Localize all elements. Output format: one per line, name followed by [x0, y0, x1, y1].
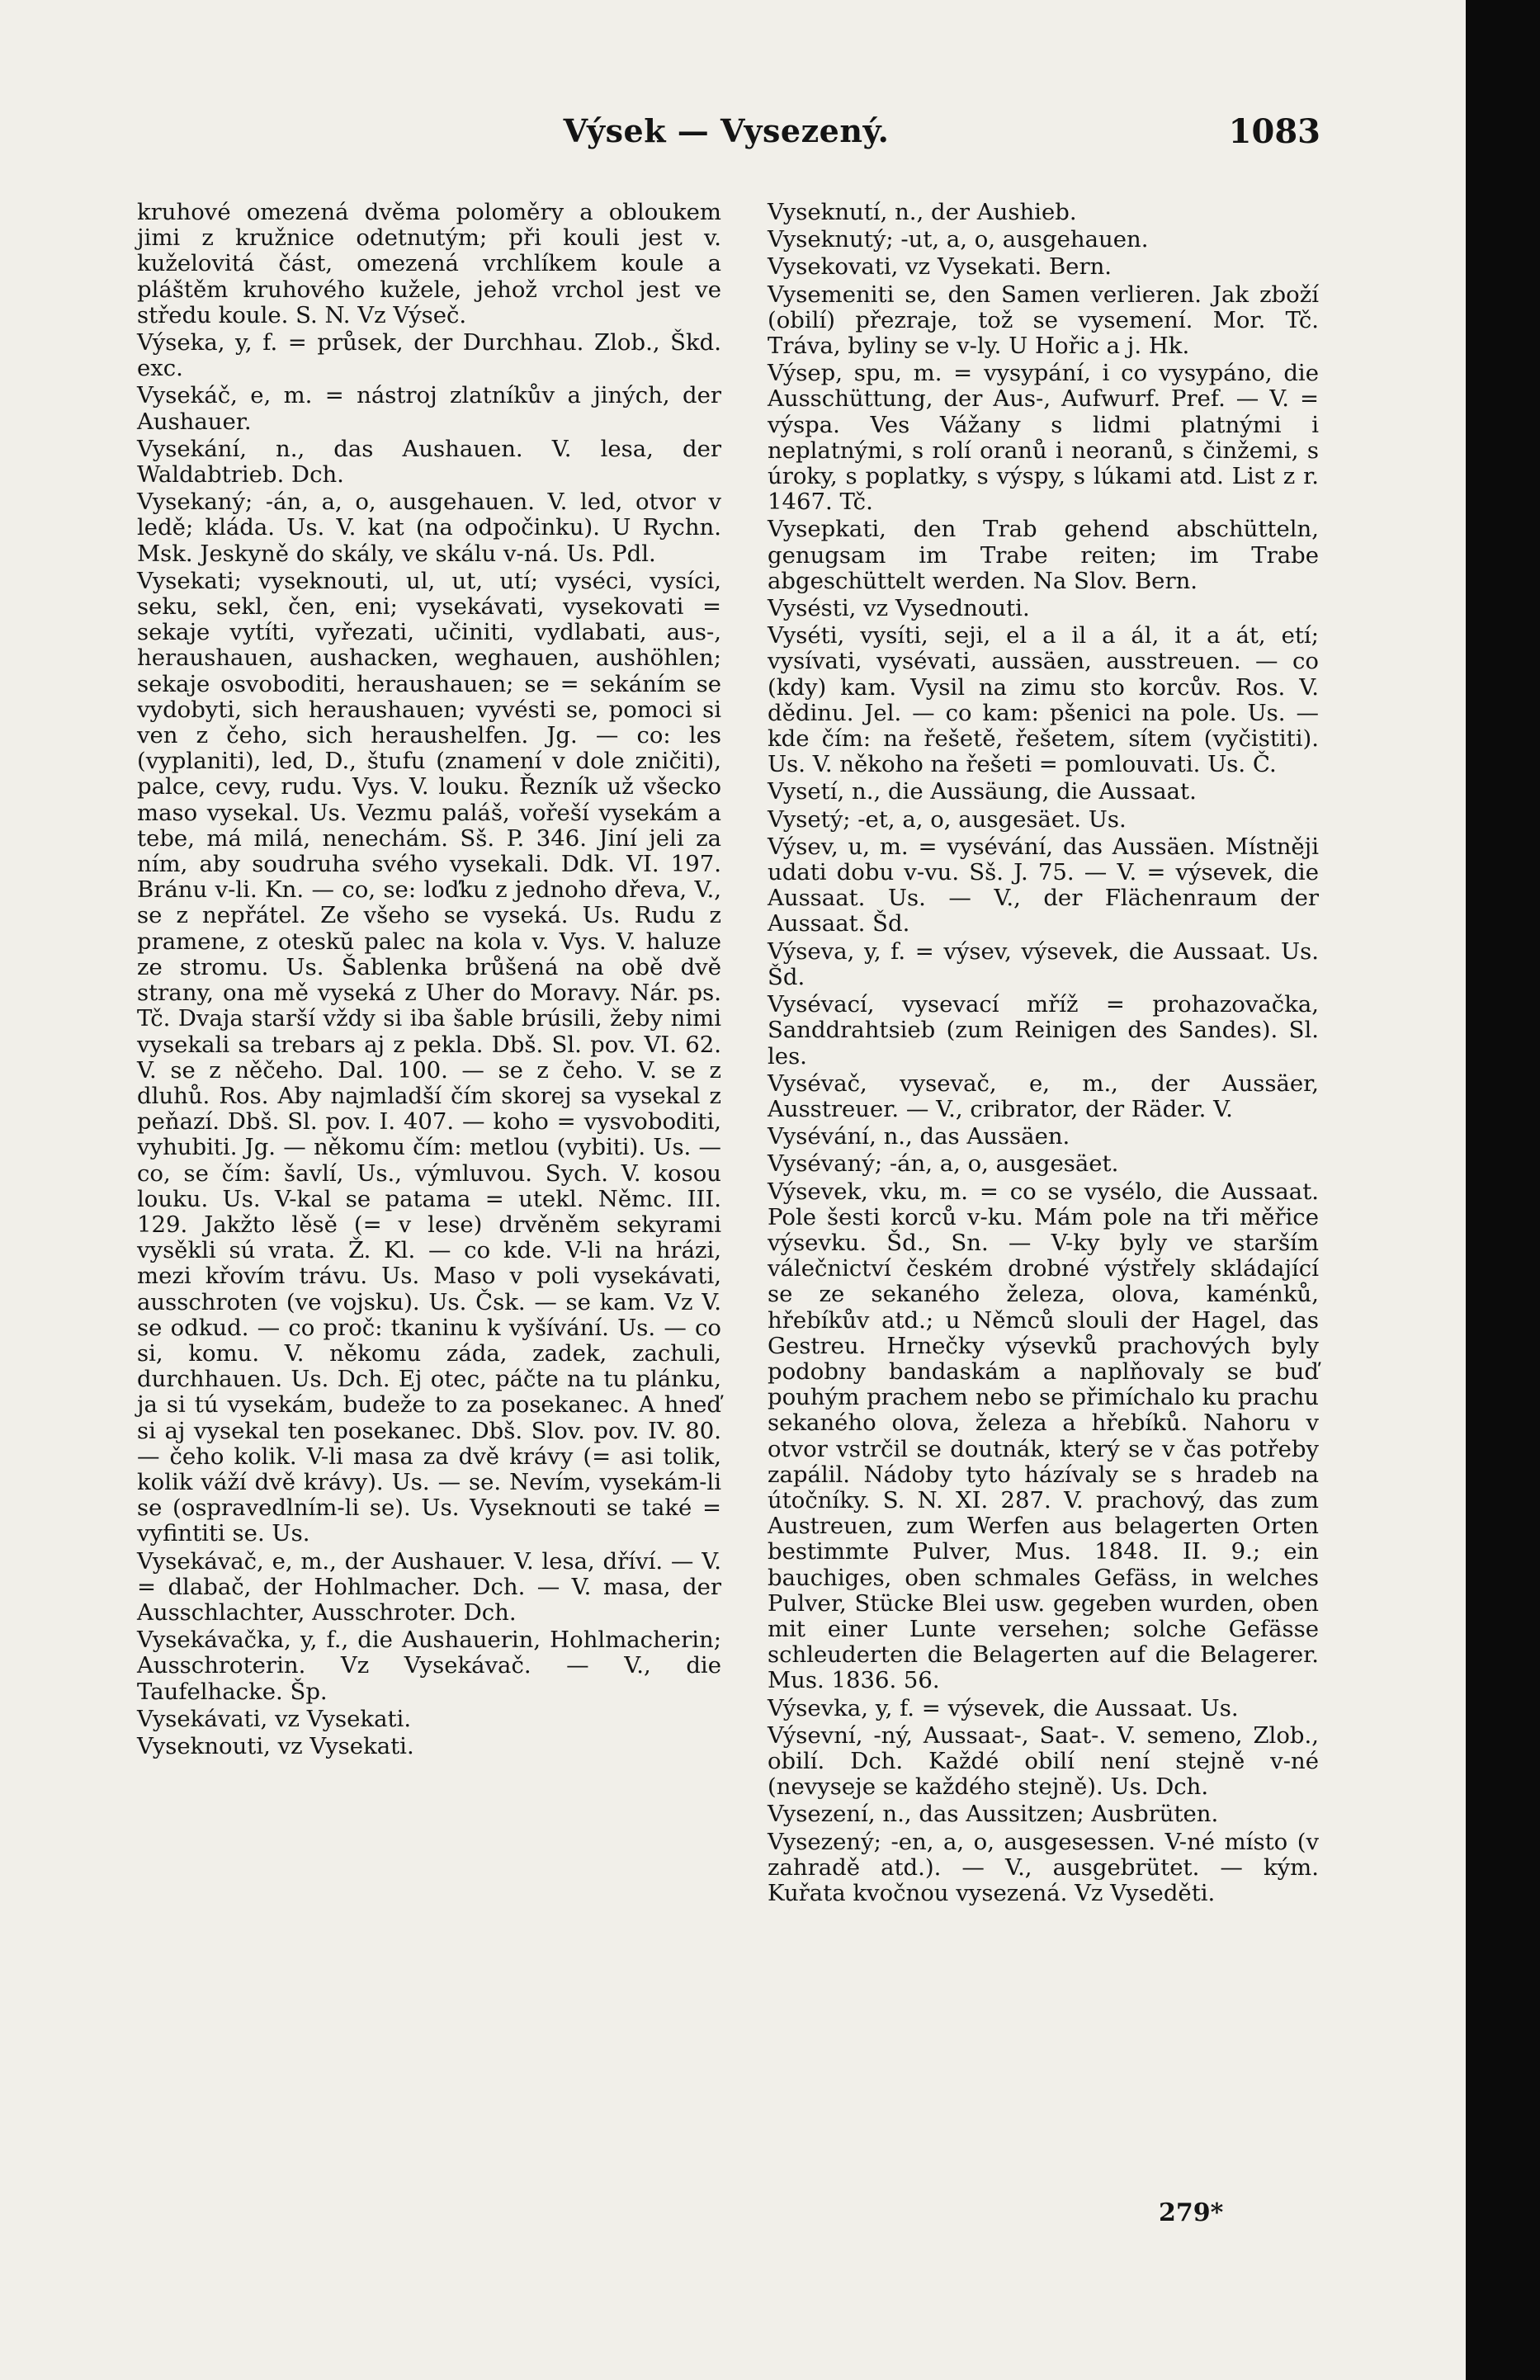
running-title: Výsek — Vysezený.: [563, 112, 890, 149]
entry-text: Vysévaný; -án, a, o, ausgesäet.: [768, 1150, 1119, 1178]
entry-text: Výseka, y, f. = průsek, der Durchhau. Zlob., Škd. exc.: [137, 329, 721, 382]
entry-text: Vysemeniti se, den Samen verlieren. Jak zboží (obilí) přezraje, tož se vysemení. Mor. Tč. Tráva, byliny se v-ly. U Hořic a j. Hk.: [768, 281, 1319, 360]
right-column: [768, 200, 1319, 1906]
entry-text: Vyseknutí, n., der Aushieb.: [768, 199, 1077, 225]
entry-text: Vysepkati, den Trab gehend abschütteln, genugsam im Trabe reiten; im Trabe abgeschüttelt werden. Na Slov. Bern.: [768, 516, 1319, 594]
left-column: [137, 200, 721, 1759]
entry-text: Výsevek, vku, m. = co se vysélo, die Aussaat. Pole šesti korců v-ku. Mám pole na tři měřice výsevku. Šd., Sn. — V-ky byly ve starším válečnictví českém drobné výstřely skládající se ze sekaného železa, olova, kaménků, hřebíkův atd.; u Němců slouli der Hagel, das Gestreu. Hrnečky výsevků prachových byly podobny bandaskám a naplňovaly se buď pouhým prachem nebo se přimíchalo ku prachu sekaného olova, železa a hřebíků. Nahoru v otvor vstrčil se doutnák, který se v čas potřeby zapálil. Nádoby tyto házívaly se s hradeb na útočníky. S. N. XI. 287. V. prachový, das zum Austreuen, zum Werfen aus belagerten Orten bestimmte Pulver, Mus. 1848. II. 9.; ein bauchiges, oben schmales Gefäss, in welches Pulver, Stücke Blei usw. gegeben wurden, oben mit einer Lunte versehen; solche Gefässe schleuderten die Belagerten auf die Belagerer. Mus. 1836. 56.: [768, 1178, 1319, 1694]
entry-text: Vysekání, n., das Aushauen. V. lesa, der Waldabtrieb. Dch.: [137, 435, 721, 489]
page-header: [132, 112, 1320, 162]
entry-text: kruhové omezená dvěma poloměry a obloukem jimi z kružnice odetnutým; při kouli jest v. kuželovitá část, omezená vrchlíkem koule a pláštěm kruhového kužele, jehož vrchol jest ve středu koule. S. N. Vz Výseč.: [137, 199, 721, 328]
entry-text: Výseva, y, f. = výsev, výsevek, die Aussaat. Us. Šd.: [768, 937, 1319, 990]
entry-text: Vysezení, n., das Aussitzen; Ausbrüten.: [768, 1801, 1219, 1828]
entry-text: Vysekovati, vz Vysekati. Bern.: [768, 253, 1112, 281]
entry-text: Vyséti, vysíti, seji, el a il a ál, it a át, etí; vysívati, vysévati, aussäen, ausstreuen. — co (kdy) kam. Vysil na zimu sto korcův. Ros. V. dědinu. Jel. — co kam: pšenici na pole. Us. — kde čím: na řešetě, řešetem, sítem (vyčistiti). Us. V. někoho na řešeti = pomlouvati. Us. Č.: [768, 622, 1319, 778]
entry-text: Vysetý; -et, a, o, ausgesäet. Us.: [768, 805, 1127, 833]
entry-text: Vysekáč, e, m. = nástroj zlatníkův a jiných, der Aushauer.: [137, 382, 721, 435]
entry-text: Vysekati; vyseknouti, ul, ut, utí; vyséci, vysíci, seku, sekl, čen, eni; vysekávati, vysekovati = sekaje vytíti, vyřezati, učiniti, vydlabati, aus-, heraushauen, aushacken, weghauen, aushöhlen; sekaje osvoboditi, heraushauen; se = sekáním se vydobyti, sich heraushauen; vyvésti se, pomoci si ven z čeho, sich heraushelfen. Jg. — co: les (vyplaniti), led, D., štufu (znamení v dole zničiti), palce, cevy, rudu. Vys. V. louku. Řezník už všecko maso vysekal. Us. Vezmu paláš, vořeší vysekám a tebe, má milá, nenechám. Sš. P. 346. Jiní jeli za ním, aby soudruha svého vysekali. Ddk. VI. 197. Bránu v-li. Kn. — co, se: loďku z jednoho dřeva, V., se z nepřátel. Ze všeho se vyseká. Us. Rudu z pramene, z oteskŭ palec na kola v. Vys. V. haluze ze stromu. Us. Šablenka brůšená na obě dvě strany, ona mě vyseká z Uher do Moravy. Nár. ps. Tč. Dvaja starší vždy si iba šable brúsili, žeby nimi vysekali sa trebars aj z pekla. Dbš. Sl. pov. VI. 62. V. se z něčeho. Dal. 100. — se z čeho. V. se z dluhů. Ros. Aby najmladší čím skorej sa vysekal z peňazí. Dbš. Sl. pov. I. 407. — koho = vysvoboditi, vyhubiti. Jg. — někomu čím: metlou (vybiti). Us. — co, se čím: šavlí, Us., výmluvou. Sych. V. kosou louku. Us. V-kal se patama = utekl. Němc. III. 129. Jakžto lěsě (= v lese) drvěněm sekyrami vysěkli sú vrata. Ž. Kl. — co kde. V-li na hrázi, mezi křovím trávu. Us. Maso v poli vysekávati, ausschroten (ve vojsku). Us. Čsk. — se kam. Vz V. se odkud. — co proč: tkaninu k vyšívání. Us. — co si, komu. V. někomu záda, zadek, zachuli, durchhauen. Us. Dch. Ej otec, páčte na tu plánku, ja si tú vysekám, budeže to za posekanec. A hneď si aj vysekal ten posekanec. Dbš. Slov. pov. IV. 80. — čeho kolik. V-li masa za dvě krávy (= asi tolik, kolik váží dvě krávy). Us. — se. Nevím, vysekám-li se (ospravedlním-li se). Us. Vyseknouti se také = vyfintiti se. Us.: [137, 567, 721, 1547]
entry-text: Výsep, spu, m. = vysypání, i co vysypáno, die Ausschüttung, der Aus-, Aufwurf. Pref. — V. = výspa. Ves Vážany s lidmi platnými i neplatnými, s rolí oranů i neoranů, s činžemi, s úroky, s poplatky, s výspy, s lúkami atd. List z r. 1467. Tč.: [768, 360, 1319, 516]
entry-text: Výsevní, -ný, Aussaat-, Saat-. V. semeno, Zlob., obilí. Dch. Každé obilí není stejně v-né (nevyseje se každého stejně). Us. Dch.: [768, 1721, 1319, 1801]
entry-text: Vysévací, vysevací mříž = prohazovačka, Sanddrahtsieb (zum Reinigen des Sandes). Sl. les.: [768, 991, 1319, 1070]
entry-text: Výsev, u, m. = vysévání, das Aussäen. Místněji udati dobu v-vu. Sš. J. 75. — V. = výsevek, die Aussaat. Us. — V., der Flächenraum der Aussaat. Šd.: [768, 833, 1319, 937]
entry-text: Vysekávač, e, m., der Aushauer. V. lesa, dříví. — V. = dlabač, der Hohlmacher. Dch. — V. masa, der Ausschlachter, Ausschroter. Dch.: [137, 1547, 721, 1626]
entry-text: Vysekávačka, y, f., die Aushauerin, Hohlmacherin; Ausschroterin. Vz Vysekávač. — V., die Taufelhacke. Šp.: [137, 1627, 721, 1705]
entry-text: Vyseknouti, vz Vysekati.: [137, 1732, 414, 1759]
entry-text: Vysezený; -en, a, o, ausgesessen. V-né místo (v zahradě atd.). — V., ausgebrütet. — kým. Kuřata kvočnou vysezená. Vz Vyseděti.: [768, 1828, 1319, 1906]
entry-text: Vysésti, vz Vysednouti.: [768, 595, 1030, 622]
entry-text: Vysévání, n., das Aussäen.: [768, 1123, 1070, 1150]
entry-text: Vysetí, n., die Aussäung, die Aussaat.: [768, 778, 1197, 805]
entry-text: Vysekávati, vz Vysekati.: [137, 1705, 412, 1732]
entry-text: Vysekaný; -án, a, o, ausgehauen. V. led, otvor v ledě; kláda. Us. V. kat (na odpočinku). U Rychn. Msk. Jeskyně do skály, ve skálu v-ná. Us. Pdl.: [137, 489, 721, 567]
entry-text: Vysévač, vysevač, e, m., der Aussäer, Ausstreuer. — V., cribrator, der Räder. V.: [768, 1070, 1319, 1122]
entry-text: Výsevka, y, f. = výsevek, die Aussaat. Us.: [768, 1694, 1239, 1721]
page-number: 1083: [1228, 112, 1320, 151]
signature-mark: 279*: [1159, 2198, 1224, 2227]
entry-text: Vyseknutý; -ut, a, o, ausgehauen.: [768, 226, 1149, 253]
